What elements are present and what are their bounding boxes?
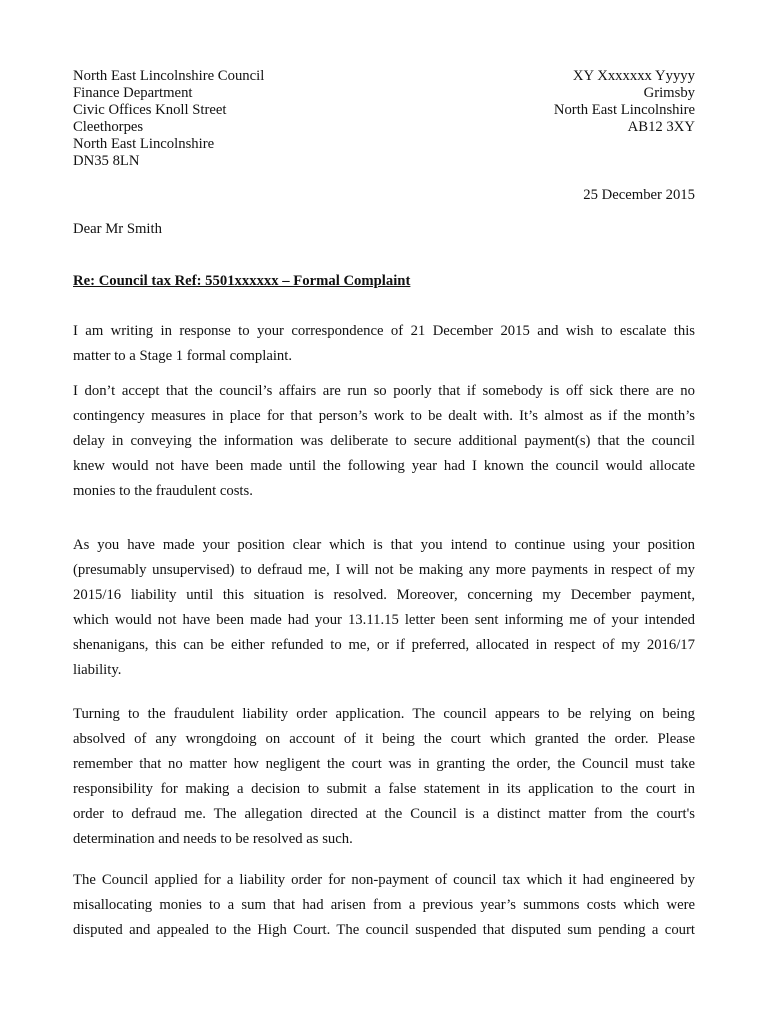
subject-line: Re: Council tax Ref: 5501xxxxxx – Formal Complaint xyxy=(73,273,411,289)
address-line: North East Lincolnshire xyxy=(553,102,695,118)
paragraph-line: 2015/16 liability until this situation is resolved. Moreover, concerning my December payment, xyxy=(73,587,695,603)
paragraph-line: order to defraud me. The allegation directed at the Council is a distinct matter from the court's xyxy=(73,806,695,822)
paragraph-line: which would not have been made had your 13.11.15 letter been sent informing me of your intended xyxy=(73,612,695,628)
body-paragraph xyxy=(73,702,695,852)
address-line: DN35 8LN xyxy=(73,153,140,169)
body-paragraph xyxy=(73,379,695,504)
paragraph-line: knew would not have been made until the following year had I known the council would allocate xyxy=(73,458,695,474)
paragraph-line: I am writing in response to your correspondence of 21 December 2015 and wish to escalate this xyxy=(73,323,695,339)
paragraph-line: monies to the fraudulent costs. xyxy=(73,483,253,499)
paragraph-line: absolved of any wrongdoing on account of it being the court which granted the order. Please xyxy=(73,731,695,747)
paragraph-line: disputed and appealed to the High Court. The council suspended that disputed sum pending a court xyxy=(73,922,695,938)
paragraph-line: As you have made your position clear which is that you intend to continue using your position xyxy=(73,537,695,553)
salutation: Dear Mr Smith xyxy=(73,221,162,237)
address-line: Grimsby xyxy=(643,85,695,101)
body-paragraph xyxy=(73,868,695,943)
body-paragraph xyxy=(73,533,695,683)
body-paragraph xyxy=(73,319,695,369)
address-line: North East Lincolnshire xyxy=(73,136,215,152)
address-line: Finance Department xyxy=(73,85,193,101)
paragraph-line: remember that no matter how negligent the court was in granting the order, the Council must take xyxy=(73,756,695,772)
address-line: Civic Offices Knoll Street xyxy=(73,102,227,118)
paragraph-line: contingency measures in place for that person’s work to be dealt with. It’s almost as if the month’s xyxy=(73,408,695,424)
paragraph-line: determination and needs to be resolved as such. xyxy=(73,831,353,847)
paragraph-line: responsibility for making a decision to submit a false statement in its application to the court in xyxy=(73,781,695,797)
address-line: XY Xxxxxxx Yyyyy xyxy=(572,68,695,84)
address-line: AB12 3XY xyxy=(627,119,695,135)
address-line: North East Lincolnshire Council xyxy=(73,68,265,84)
sender-address xyxy=(554,68,695,136)
paragraph-line: (presumably unsupervised) to defraud me, I will not be making any more payments in respect of my xyxy=(73,562,695,578)
recipient-address xyxy=(73,68,264,170)
paragraph-line: matter to a Stage 1 formal complaint. xyxy=(73,348,293,364)
paragraph-line: Turning to the fraudulent liability order application. The council appears to be relying on being xyxy=(73,706,695,722)
paragraph-line: misallocating monies to a sum that had arisen from a previous year’s summons costs which were xyxy=(73,897,695,913)
paragraph-line: liability. xyxy=(73,662,122,678)
paragraph-line: The Council applied for a liability order for non-payment of council tax which it had engineered by xyxy=(73,872,695,888)
paragraph-line: delay in conveying the information was deliberate to secure additional payment(s) that the council xyxy=(73,433,695,449)
paragraph-line: I don’t accept that the council’s affairs are run so poorly that if somebody is off sick there are no xyxy=(73,383,695,399)
letter-date: 25 December 2015 xyxy=(583,187,695,203)
paragraph-line: shenanigans, this can be either refunded to me, or if preferred, allocated in respect of my 2016/17 xyxy=(73,637,695,653)
address-line: Cleethorpes xyxy=(73,119,144,135)
